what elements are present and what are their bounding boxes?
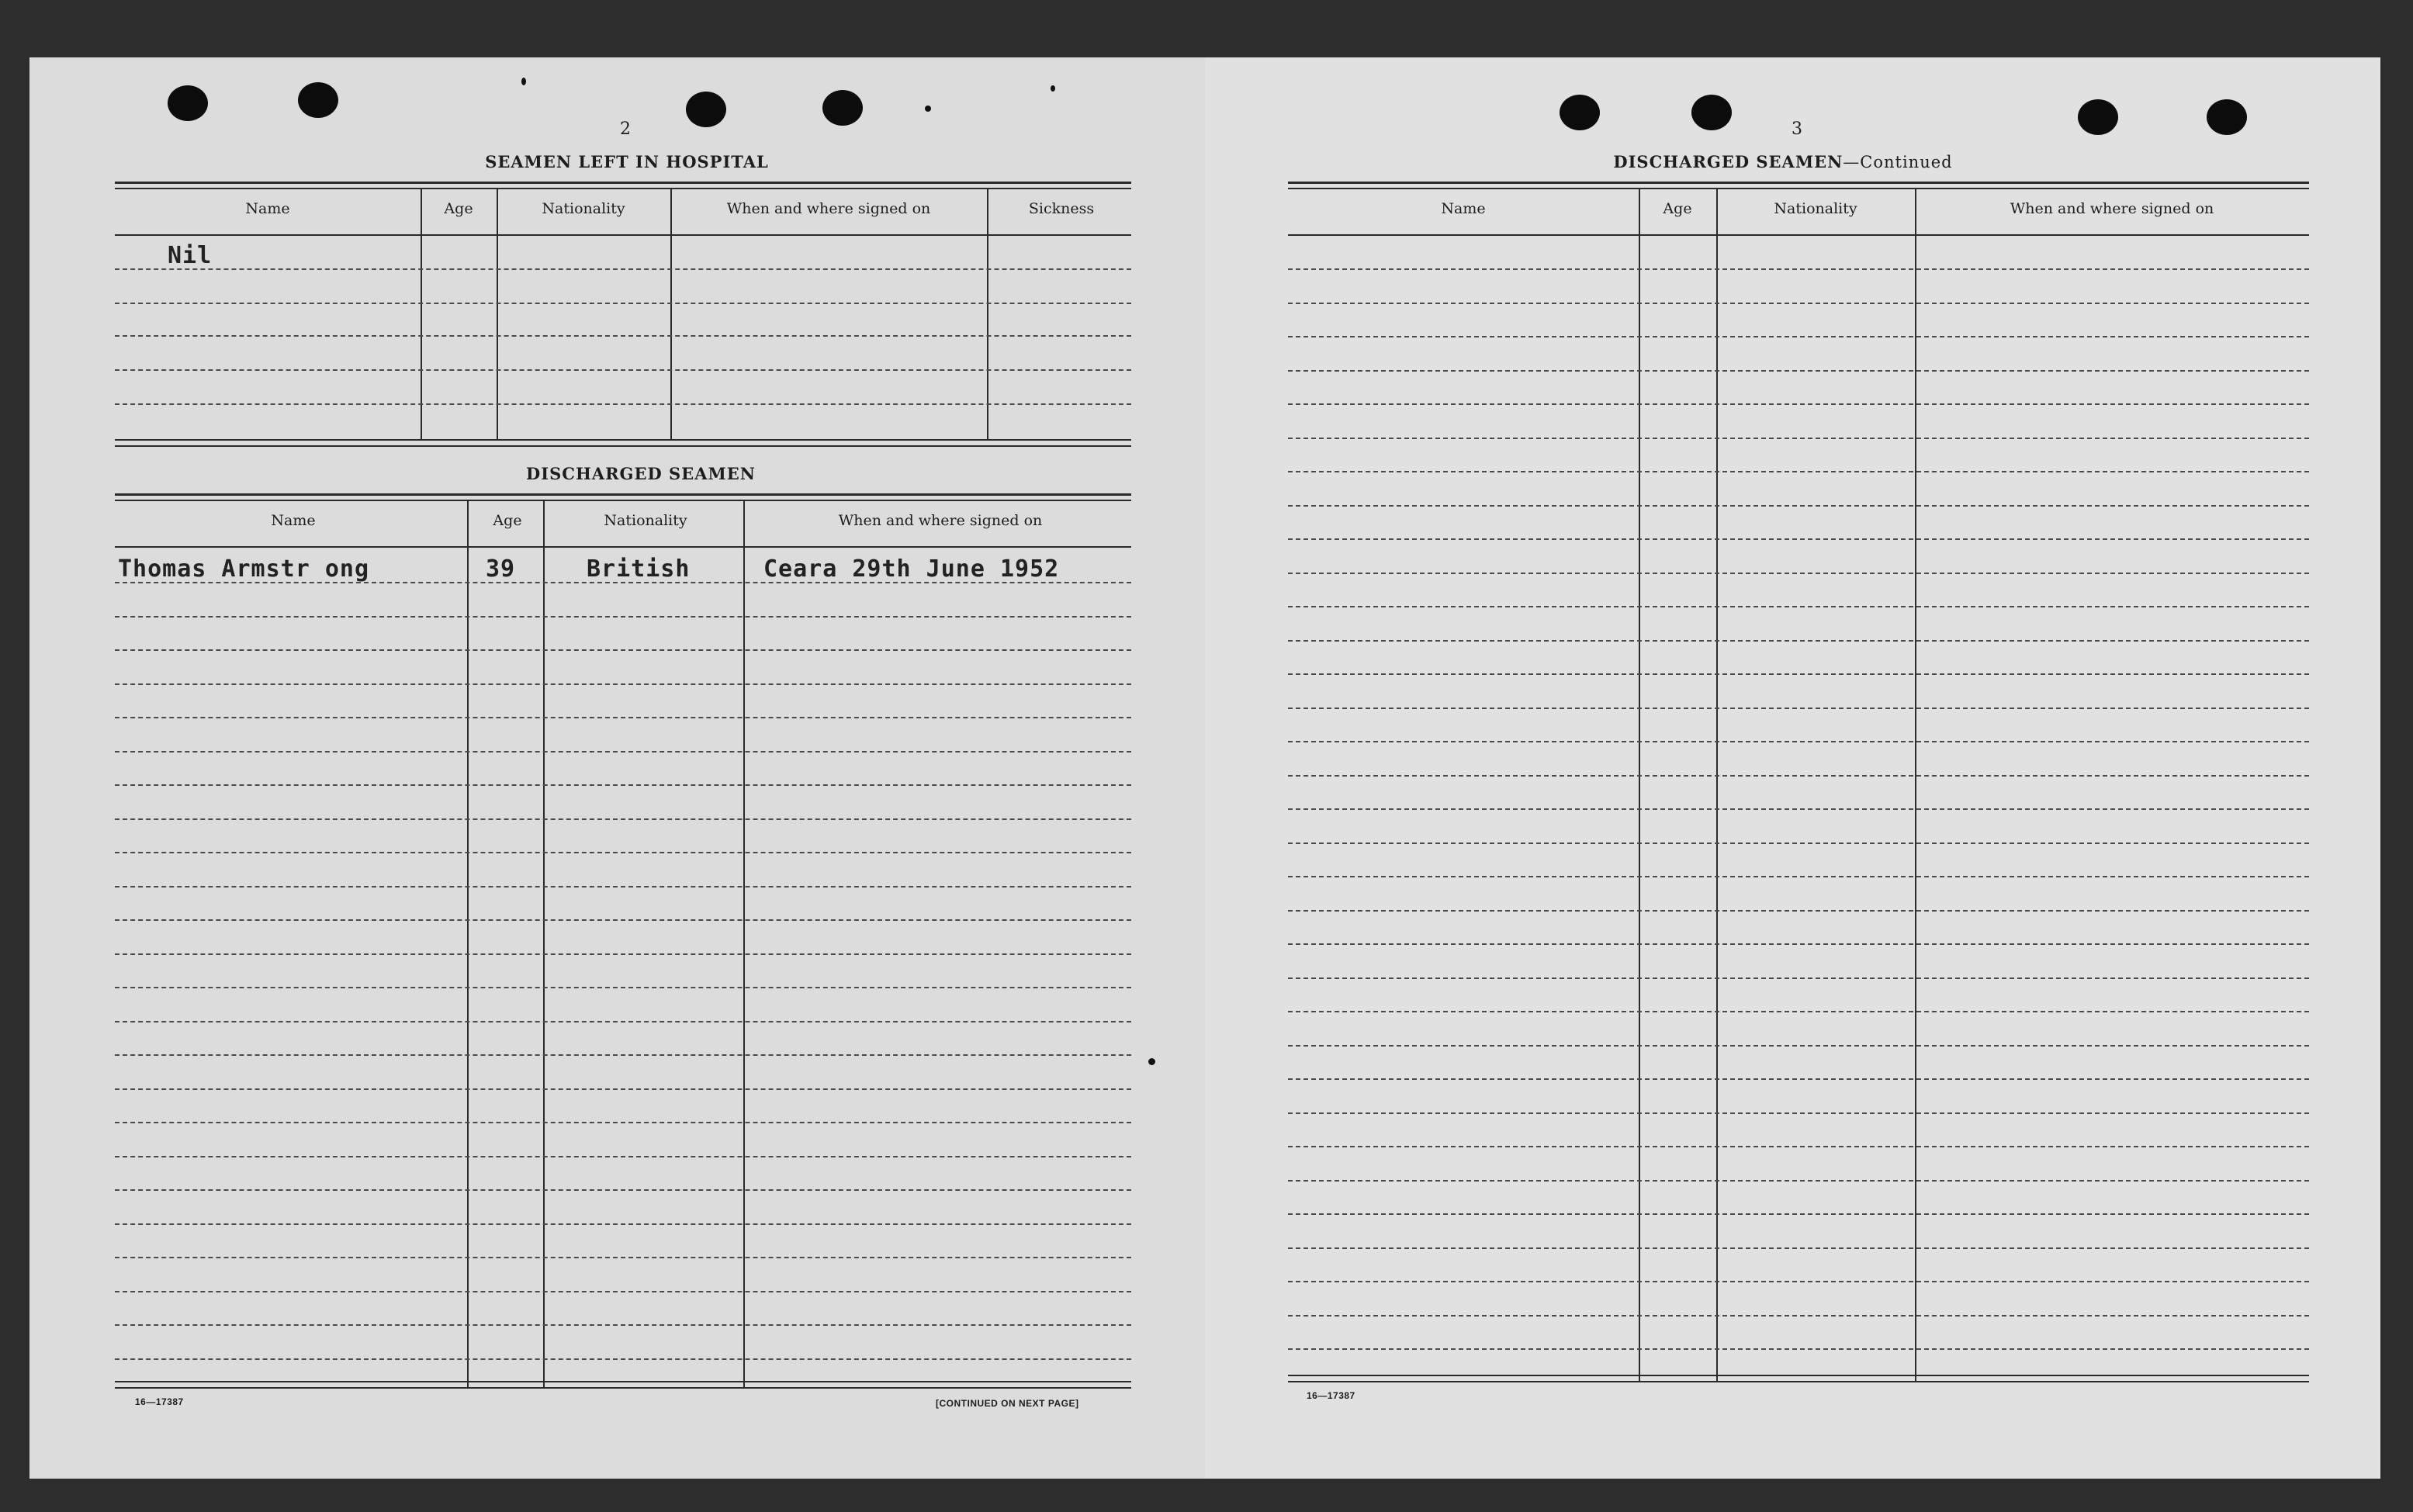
row-line <box>1288 1281 2309 1282</box>
form-number: 16—17387 <box>1307 1390 1355 1401</box>
punch-hole <box>1560 95 1600 130</box>
punch-hole <box>1691 95 1732 130</box>
header-rule <box>115 546 1131 548</box>
row-line <box>115 919 1131 921</box>
left-page <box>29 57 1205 1479</box>
row-line <box>115 683 1131 685</box>
hospital-section-title: SEAMEN LEFT IN HOSPITAL <box>485 152 769 171</box>
punch-hole <box>686 92 726 127</box>
punch-hole <box>822 90 863 126</box>
punch-hole <box>2078 99 2118 135</box>
column-header-age: Age <box>1663 200 1692 217</box>
row-line <box>115 717 1131 718</box>
table-top-rule <box>115 493 1131 496</box>
row-line <box>115 649 1131 651</box>
table-bottom-rule <box>115 1381 1131 1382</box>
row-line <box>1288 268 2309 270</box>
row-line <box>1288 842 2309 844</box>
row-line <box>1288 1247 2309 1249</box>
ink-speck <box>1051 85 1055 92</box>
title-suffix: —Continued <box>1843 153 1953 171</box>
row-line <box>1288 1213 2309 1215</box>
row-line <box>115 818 1131 820</box>
punch-hole <box>298 82 338 118</box>
table-bottom-rule <box>1288 1381 2309 1382</box>
table-cell-age: 39 <box>486 555 516 583</box>
row-line <box>115 751 1131 753</box>
ink-speck <box>925 106 931 112</box>
row-line <box>115 1088 1131 1090</box>
column-header-signed-on: When and where signed on <box>2010 200 2214 217</box>
column-header-sickness: Sickness <box>1028 200 1095 217</box>
continued-note: [CONTINUED ON NEXT PAGE] <box>936 1398 1079 1409</box>
row-line <box>1288 673 2309 675</box>
title-text: DISCHARGED SEAMEN <box>1613 152 1844 171</box>
row-line <box>1288 1045 2309 1047</box>
column-header-age: Age <box>493 512 522 529</box>
column-divider <box>1716 188 1718 1382</box>
row-line <box>1288 1180 2309 1182</box>
row-line <box>1288 943 2309 945</box>
row-line <box>115 886 1131 887</box>
row-line <box>1288 438 2309 439</box>
row-line <box>115 1358 1131 1360</box>
row-line <box>115 1223 1131 1225</box>
column-header-signed-on: When and where signed on <box>838 512 1043 529</box>
row-line <box>115 369 1131 371</box>
ink-speck <box>521 78 526 85</box>
column-header-name: Name <box>1441 200 1486 217</box>
column-header-age: Age <box>444 200 473 217</box>
row-line <box>1288 1146 2309 1147</box>
page-number: 3 <box>1792 119 1802 139</box>
row-line <box>1288 370 2309 372</box>
column-header-nationality: Nationality <box>604 512 687 529</box>
discharged-continued-title <box>1613 152 1952 171</box>
punch-hole <box>2207 99 2247 135</box>
row-line <box>1288 471 2309 472</box>
row-line <box>115 987 1131 988</box>
row-line <box>115 403 1131 405</box>
column-header-nationality: Nationality <box>542 200 625 217</box>
column-divider <box>543 500 545 1389</box>
row-line <box>1288 977 2309 979</box>
row-line <box>115 1021 1131 1022</box>
row-line <box>115 616 1131 618</box>
row-line <box>1288 505 2309 507</box>
row-line <box>115 1122 1131 1123</box>
row-line <box>115 1257 1131 1258</box>
table-bottom-rule <box>1288 1375 2309 1376</box>
row-line <box>1288 741 2309 742</box>
row-line <box>115 852 1131 853</box>
column-header-signed-on: When and where signed on <box>726 200 931 217</box>
row-line <box>1288 1348 2309 1350</box>
row-line <box>1288 336 2309 337</box>
table-bottom-rule <box>115 439 1131 441</box>
right-page <box>1205 57 2380 1479</box>
row-line <box>1288 403 2309 405</box>
row-line <box>1288 1112 2309 1114</box>
row-line <box>1288 775 2309 777</box>
row-line <box>115 303 1131 304</box>
row-line <box>1288 910 2309 912</box>
page-number: 2 <box>620 119 631 139</box>
table-top-rule <box>115 500 1131 501</box>
row-line <box>1288 708 2309 709</box>
table-bottom-rule <box>115 445 1131 447</box>
row-line <box>1288 573 2309 574</box>
column-header-nationality: Nationality <box>1774 200 1857 217</box>
row-line <box>1288 640 2309 642</box>
row-line <box>1288 303 2309 304</box>
header-rule <box>1288 234 2309 236</box>
row-line <box>115 1291 1131 1292</box>
header-rule <box>115 234 1131 236</box>
ink-speck <box>1148 1058 1155 1065</box>
column-header-name: Name <box>271 512 316 529</box>
table-bottom-rule <box>115 1387 1131 1389</box>
form-number: 16—17387 <box>135 1396 184 1407</box>
row-line <box>115 784 1131 786</box>
row-line <box>115 953 1131 955</box>
row-line <box>1288 1315 2309 1317</box>
table-top-rule <box>115 182 1131 184</box>
row-line <box>1288 538 2309 540</box>
table-cell-nationality: British <box>587 555 691 583</box>
table-top-rule <box>1288 182 2309 184</box>
hospital-entry: Nil <box>168 242 213 269</box>
row-line <box>115 1189 1131 1191</box>
column-divider <box>743 500 745 1389</box>
row-line <box>1288 876 2309 877</box>
row-line <box>1288 808 2309 810</box>
row-line <box>1288 1011 2309 1012</box>
column-divider <box>1915 188 1916 1382</box>
table-top-rule <box>1288 188 2309 189</box>
row-line <box>1288 606 2309 607</box>
column-header-name: Name <box>245 200 290 217</box>
row-line <box>115 1156 1131 1157</box>
row-line <box>115 1054 1131 1056</box>
table-top-rule <box>115 188 1131 189</box>
row-line <box>115 335 1131 337</box>
table-cell-name: Thomas Armstr ong <box>118 555 370 583</box>
table-cell-signed-on: Ceara 29th June 1952 <box>763 555 1060 583</box>
row-line <box>115 1324 1131 1326</box>
column-divider <box>467 500 469 1389</box>
row-line <box>115 268 1131 270</box>
column-divider <box>1639 188 1640 1382</box>
row-line <box>1288 1078 2309 1080</box>
discharged-section-title: DISCHARGED SEAMEN <box>526 464 756 483</box>
punch-hole <box>168 85 208 121</box>
